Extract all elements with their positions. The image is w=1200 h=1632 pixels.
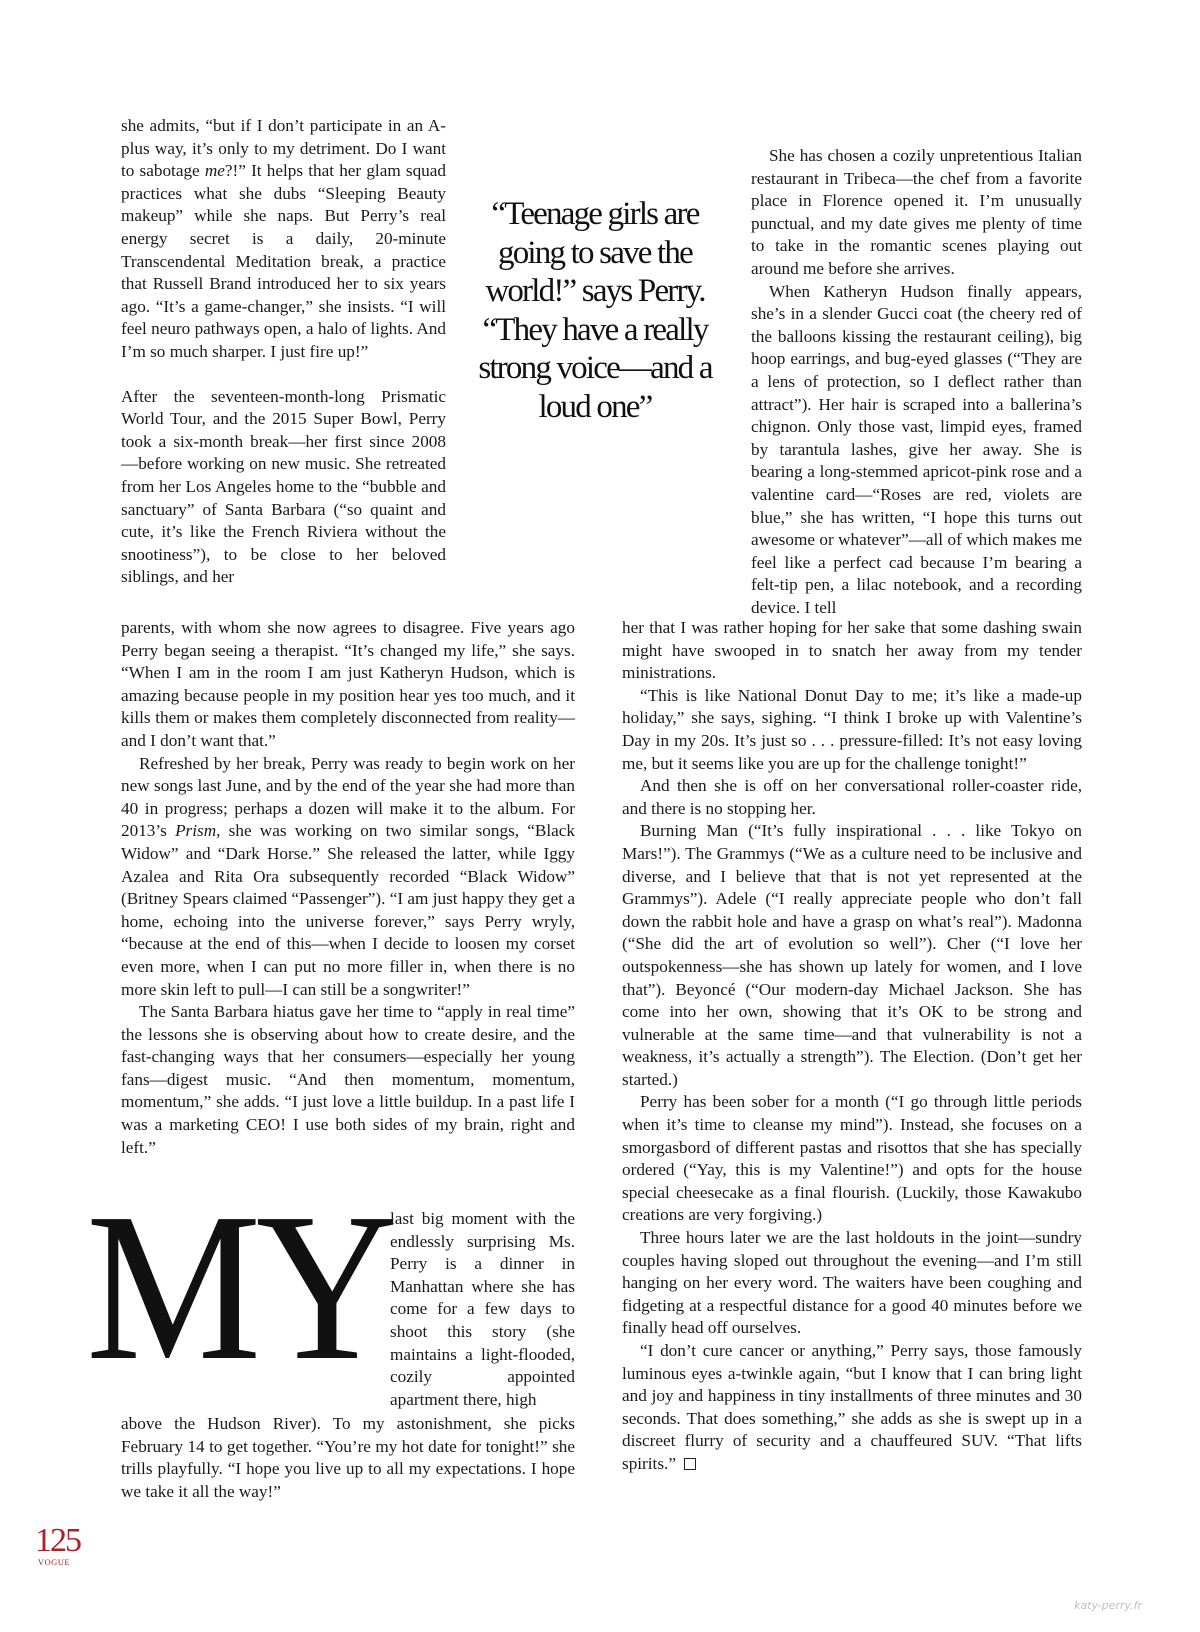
drop-cap: MY	[86, 1169, 393, 1404]
paragraph: above the Hudson River). To my astonishment, she picks February 14 to get together. “You’re my hot date for tonight!” she trills playfully. “I hope you live up to all my expectations. I hope we take it all the way!”	[121, 1414, 575, 1501]
pull-quote: “Teenage girls are going to save the world!” says Perry. “They have a really strong voice—and a loud one”	[478, 196, 712, 425]
article-column-right	[622, 617, 1082, 1476]
watermark: katy-perry.fr	[1074, 1599, 1142, 1612]
article-column-right-top	[751, 145, 1082, 619]
paragraph: The Santa Barbara hiatus gave her time to “apply in real time” the lessons she is observing about how to create desire, and the fast-changing ways that her consumers—especially her young fans—digest music. “And then momentum, momentum, momentum,” she adds. “I just love a little buildup. In a past life I was a marketing CEO! I use both sides of my brain, right and left.”	[121, 1002, 575, 1157]
paragraph: And then she is off on her conversational roller-coaster ride, and there is no stopping her.	[622, 776, 1082, 818]
paragraph: After the seventeen-month-long Prismatic World Tour, and the 2015 Super Bowl, Perry took a six-month break—her first since 2008—before working on new music. She retreated from her Los Angeles home to the “bubble and sanctuary” of Santa Barbara (“so quaint and cute, it’s like the French Riviera without the snootiness”), to be close to her beloved siblings, and her	[121, 386, 446, 587]
drop-cap-paragraph	[390, 1208, 575, 1411]
paragraph: parents, with whom she now agrees to disagree. Five years ago Perry began seeing a therapist. “It’s changed my life,” she says. “When I am in the room I am just Katheryn Hudson, which is amazing because people in my position hear yes too much, and it kills them or makes them completely disconnected from reality—and I don’t want that.”	[121, 618, 575, 750]
paragraph: Burning Man (“It’s fully inspirational . . . like Tokyo on Mars!”). The Grammys (“We as a culture need to be inclusive and diverse, and I believe that that is not yet represented at the Grammys”). Adele (“I really appreciate people who don’t fall down the rabbit hole and have a grasp on what’s real”). Madonna (“She did the art of evolution so well”). Cher (“I love her outspokenness—she has shown up lately for women, and I love that”). Beyoncé (“Our modern-day Michael Jackson. She has come into her own, showing that it’s OK to be strong and vulnerable at the same time—and that vulnerability is not a weakness, it’s actually a strength”). The Election. (Don’t get her started.)	[622, 821, 1082, 1089]
end-mark-icon	[684, 1458, 696, 1470]
article-column-left-top	[121, 115, 446, 589]
paragraph: She has chosen a cozily unpretentious Italian restaurant in Tribeca—the chef from a favorite place in Florence opened it. I’m unusually punctual, and my date gives me plenty of time to take in the romantic scenes playing out around me before she arrives.	[751, 146, 1082, 278]
paragraph: When Katheryn Hudson finally appears, she’s in a slender Gucci coat (the cheery red of the balloons kissing the restaurant ceiling), big hoop earrings, and bug-eyed glasses (“They are a lens of protection, so I deflect rather than attract”). Her hair is scraped into a ballerina’s chignon. Only those vast, limpid eyes, framed by tarantula lashes, give her away. She is bearing a long-stemmed apricot-pink rose and a valentine card—“Roses are red, violets are blue,” she has written, “I hope this turns out awesome or whatever”—all of which makes me feel like a perfect cad because I’m bearing a felt-tip pen, a lilac notebook, and a recording device. I tell	[751, 281, 1082, 617]
paragraph: Perry has been sober for a month (“I go through little periods when it’s time to cleanse my mind”). Instead, she focuses on a smorgasbord of different pastas and risottos that she has specially ordered (“Yay, this is my Valentine!”) and opts for the house special cheesecake as a final flourish. (Luckily, those Kawakubo creations are very forgiving.)	[622, 1092, 1082, 1225]
paragraph: Three hours later we are the last holdouts in the joint—sundry couples having sloped out throughout the evening—and I’m still hanging on her every word. The waiters have been coughing and fidgeting at a respectful distance for a good 40 minutes before we finally head off ourselves.	[622, 1228, 1082, 1338]
paragraph: “This is like National Donut Day to me; it’s like a made-up holiday,” she says, sighing. “I think I broke up with Valentine’s Day in my 20s. It’s just so . . . pressure-filled: It’s not easy loving me, but it seems like you are up for the challenge tonight!”	[622, 685, 1082, 773]
article-column-left	[121, 617, 575, 1159]
paragraph: Refreshed by her break, Perry was ready to begin work on her new songs last June, and by the end of the year she had more than 40 in progress; perhaps a dozen will make it to the album. For 2013’s Prism, she was working on two similar songs, “Black Widow” and “Dark Horse.” She released the latter, while Iggy Azalea and Rita Ora subsequently recorded “Black Widow” (Britney Spears claimed “Passenger”). “I am just happy they get a home, echoing into the universe forever,” says Perry wryly, “because at the end of this—when I decide to loosen my corset even more, when I can put no more filler in, when there is no more skin left to pull—I can still be a songwriter!”	[121, 753, 575, 999]
vogue-125-logo: 125 VOGUE	[35, 1522, 80, 1567]
paragraph: “I don’t cure cancer or anything,” Perry says, those famously luminous eyes a-twinkle again, “but I know that I can bring light and joy and happiness in tiny installments of three minutes and 30 seconds. That does something,” she adds as she is swept up in a discreet flurry of security and a chauffeured SUV. “That lifts spirits.”	[622, 1341, 1082, 1473]
paragraph: last big moment with the endlessly surprising Ms. Perry is a dinner in Manhattan where she has come for a few days to shoot this story (she maintains a light-flooded, cozily appointed apartment there, high	[390, 1209, 575, 1409]
paragraph: she admits, “but if I don’t participate in an A-plus way, it’s only to my detriment. Do I want to sabotage me?!” It helps that her glam squad practices what she dubs “Sleeping Beauty makeup” while she naps. But Perry’s real energy secret is a daily, 20-minute Transcendental Meditation break, a practice that Russell Brand introduced her to six years ago. “It’s a game-changer,” she insists. “I will feel neuro pathways open, a halo of lights. And I’m so much sharper. I just fire up!”	[121, 116, 446, 361]
paragraph: her that I was rather hoping for her sake that some dashing swain might have swooped in to snatch her away from my tender ministrations.	[622, 618, 1082, 683]
article-column-left-bottom	[121, 1413, 575, 1503]
